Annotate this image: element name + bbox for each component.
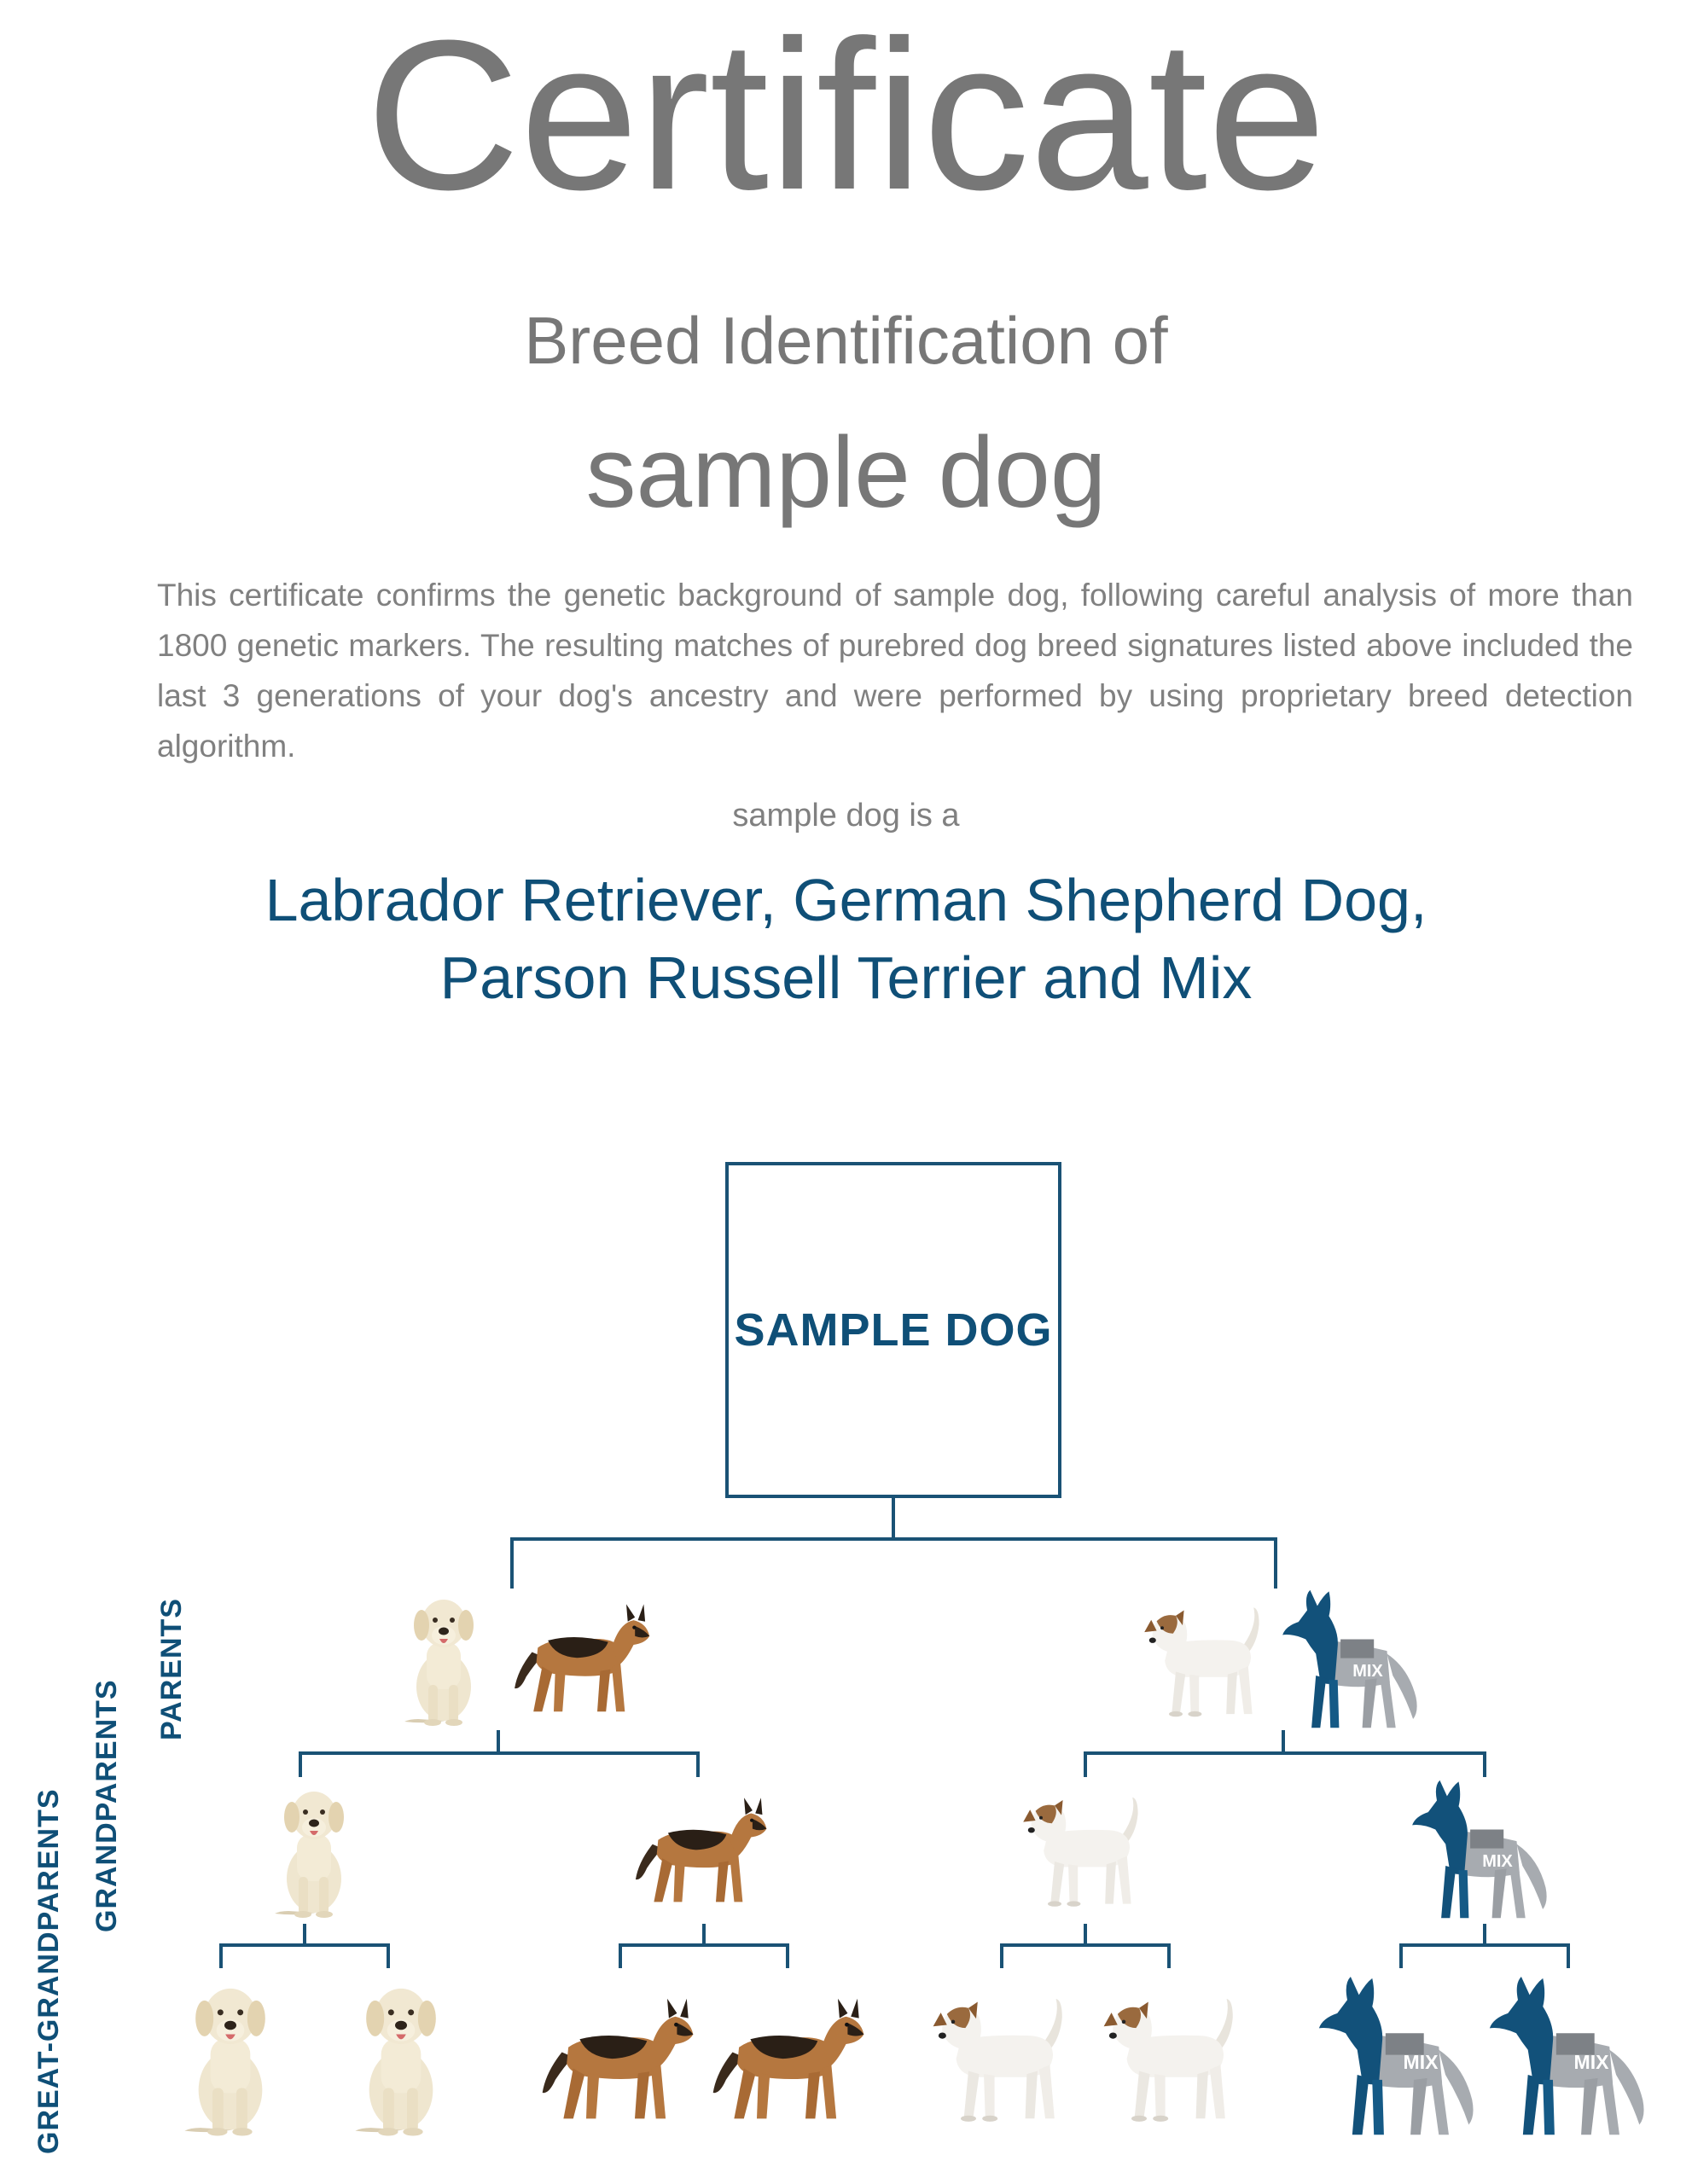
mix-badge-great-2: MIX <box>1573 2051 1609 2073</box>
mix-badge-parent: MIX <box>1352 1662 1383 1681</box>
great-grandparent-labrador-2-icon <box>355 1989 436 2136</box>
great-grandparent-mix-2-icon <box>1490 1977 1644 2135</box>
great-grandparent-labrador-1-icon <box>184 1989 265 2136</box>
great-grandparent-german-shepherd-1-icon <box>543 1999 694 2119</box>
grandparent-labrador-icon <box>275 1792 344 1918</box>
parent-terrier-icon <box>1144 1607 1259 1716</box>
grandparent-terrier-icon <box>1023 1798 1137 1907</box>
mix-badge-great-1: MIX <box>1403 2051 1439 2073</box>
parent-labrador-icon <box>404 1600 474 1726</box>
parent-mix-icon <box>1282 1590 1417 1728</box>
parent-german-shepherd-icon <box>515 1604 649 1711</box>
great-grandparents-label: GREAT-GRANDPARENTS <box>32 1788 65 2154</box>
great-grandparent-german-shepherd-2-icon <box>713 1999 864 2119</box>
certificate-title: Certificate <box>365 0 1327 234</box>
grandparent-german-shepherd-icon <box>636 1798 766 1902</box>
is-a-label: sample dog is a <box>732 798 960 834</box>
grandparent-mix-icon <box>1412 1780 1547 1919</box>
parents-label: PARENTS <box>155 1598 188 1740</box>
mix-badge-grandparent: MIX <box>1482 1852 1513 1871</box>
dog-name: sample dog <box>585 416 1107 529</box>
breeds-result: Labrador Retriever, German Shepherd Dog, Parson Russell Terrier and Mix <box>265 867 1427 1011</box>
tree-connectors <box>221 1498 1568 1968</box>
great-grandparent-terrier-1-icon <box>933 1999 1062 2122</box>
certificate-subtitle: Breed Identification of <box>524 303 1168 378</box>
grandparents-label: GRANDPARENTS <box>90 1679 123 1932</box>
certificate-description: This certificate confirms the genetic background of sample dog, following careful analysis of more than 1800 genetic markers. The resulting matches of purebred dog breed signatures listed above included the last 3 generations of your dog's ancestry and were performed by using proprietary breed detection algorithm. <box>157 578 1633 764</box>
great-grandparent-terrier-2-icon <box>1104 1999 1233 2122</box>
root-dog-label: SAMPLE DOG <box>734 1304 1053 1356</box>
great-grandparent-mix-1-icon <box>1319 1977 1474 2135</box>
